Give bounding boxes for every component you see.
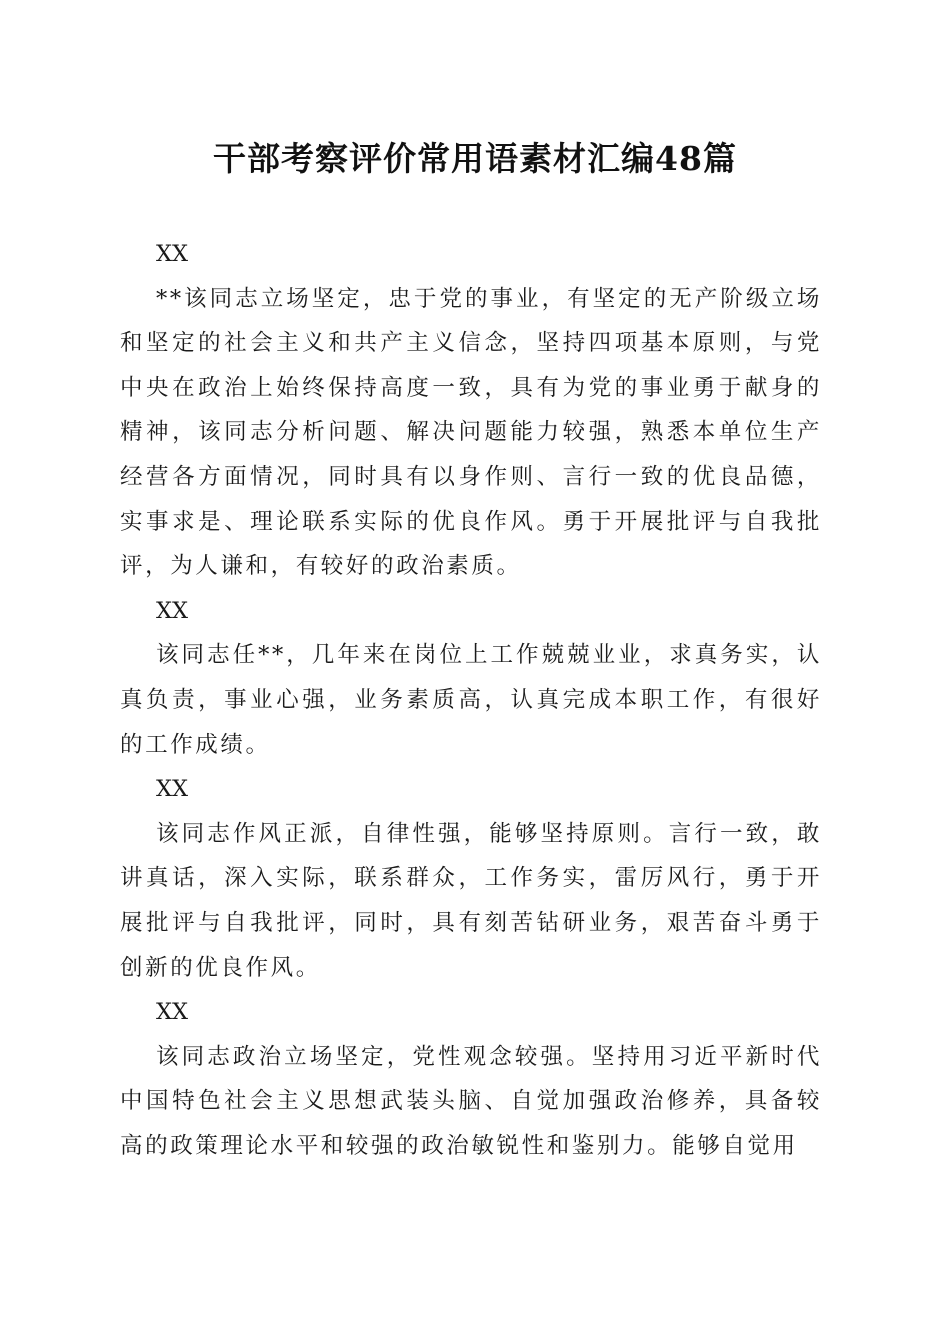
document-body [120,232,822,1168]
section-paragraph: 该同志任**，几年来在岗位上工作兢兢业业，求真务实，认真负责，事业心强，业务素质高，认真完成本职工作，有很好的工作成绩。 [120,642,822,758]
section-paragraph: **该同志立场坚定，忠于党的事业，有坚定的无产阶级立场和坚定的社会主义和共产主义信念，坚持四项基本原则，与党中央在政治上始终保持高度一致，具有为党的事业勇于献身的精神，该同志分析问题、解决问题能力较强，熟悉本单位生产经营各方面情况，同时具有以身作则、言行一致的优良品德，实事求是、理论联系实际的优良作风。勇于开展批评与自我批评，为人谦和，有较好的政治素质。 [120,285,822,580]
section-heading: XX [156,999,189,1026]
section-heading: XX [156,241,189,267]
document-title: 干部考察评价常用语素材汇编48篇 [213,139,737,178]
section-paragraph: 该同志作风正派，自律性强，能够坚持原则。言行一致，敢讲真话，深入实际，联系群众，工作务实，雷厉风行，勇于开展批评与自我批评，同时，具有刻苦钻研业务，艰苦奋斗勇于创新的优良作风。 [120,820,822,981]
section-heading: XX [156,597,189,624]
section-heading: XX [156,776,189,803]
section-paragraph: 该同志政治立场坚定，党性观念较强。坚持用习近平新时代中国特色社会主义思想武装头脑、自觉加强政治修养，具备较高的政策理论水平和较强的政治敏锐性和鉴别力。能够自觉用 [120,1043,822,1159]
